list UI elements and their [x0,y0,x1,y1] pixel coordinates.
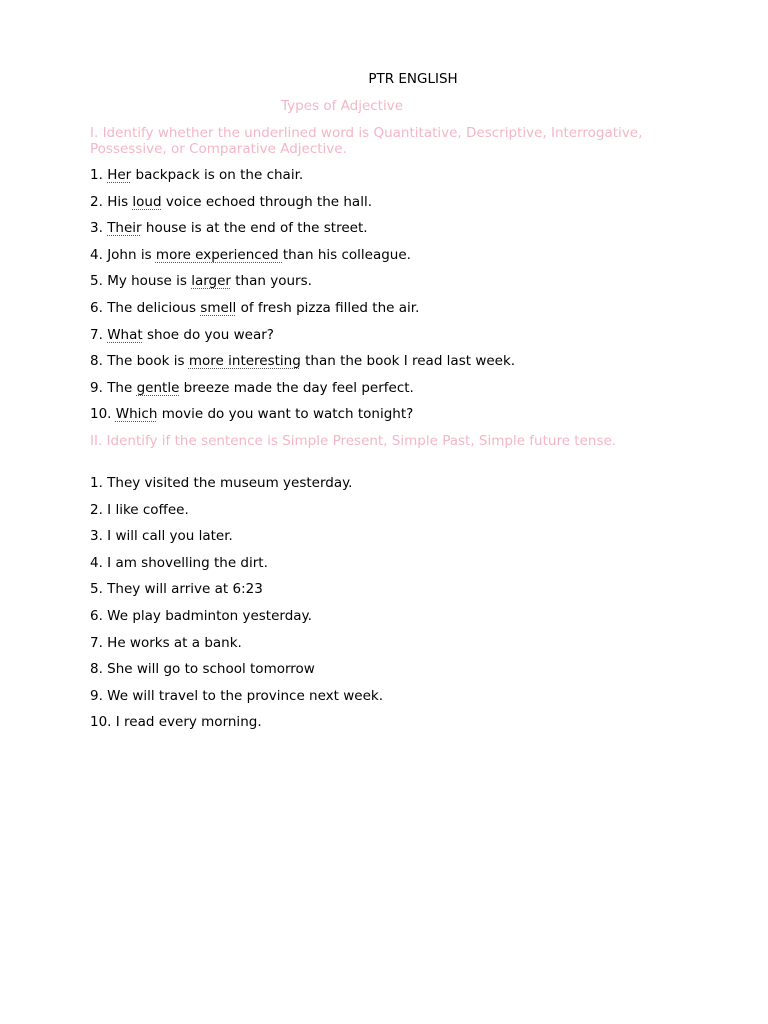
sentence-item: 7. He works at a bank. [90,634,242,651]
question-item [90,272,515,299]
part-1-question-list [90,166,515,432]
question-text-before: My house is [107,273,192,290]
sentence-item: 8. She will go to school tomorrow [90,661,315,678]
question-number: 6. [90,299,103,316]
underlined-word: loud [132,193,162,210]
question-item [90,352,515,379]
question-text-after: of fresh pizza filled the air. [236,299,420,316]
sentence-item: 4. I am shovelling the dirt. [90,554,268,571]
question-text-after: backpack is on the chair. [131,167,304,183]
question-text-before: The delicious [107,299,201,316]
document-title: PTR ENGLISH [368,71,458,87]
question-text-before: John is [107,246,156,263]
question-number: 1. [90,167,103,183]
question-text-before: The book is [107,353,189,370]
question-item [90,193,515,220]
sentence-item: 5. They will arrive at 6:23 [90,581,263,598]
question-item [90,299,515,326]
question-text-after: than yours. [230,273,312,290]
question-text-before: His [107,193,133,210]
underlined-word: Which [115,406,158,423]
question-text-after: movie do you want to watch tonight? [157,406,414,423]
question-text-after: shoe do you wear? [142,326,274,343]
part-2-instruction: II. Identify if the sentence is Simple Present, Simple Past, Simple future tense. [90,433,617,449]
underlined-word: more experienced [155,246,283,263]
question-text-after: breeze made the day feel perfect. [179,379,414,396]
sentence-item: 1. They visited the museum yesterday. [90,475,353,491]
underlined-word: larger [191,273,231,290]
question-number: 2. [90,193,103,210]
underlined-word: What [107,326,143,343]
question-number: 8. [90,353,103,370]
question-item [90,405,515,432]
question-number: 3. [90,220,103,237]
question-item [90,326,515,353]
sentence-item: 2. I like coffee. [90,501,189,518]
question-text-after: voice echoed through the hall. [161,193,372,210]
sentence-item: 6. We play badminton yesterday. [90,607,312,624]
question-text-after: than the book I read last week. [300,353,516,370]
document-subtitle: Types of Adjective [281,98,404,114]
question-item [90,166,515,193]
question-number: 4. [90,246,103,263]
question-item [90,246,515,273]
question-number: 10. [90,406,112,423]
sentence-item: 9. We will travel to the province next week. [90,687,384,704]
question-number: 7. [90,326,103,343]
underlined-word: more interesting [188,353,301,370]
question-text-before: The [107,379,137,396]
question-number: 9. [90,379,103,396]
question-text-after: than his colleague. [282,246,411,263]
sentence-item: 3. I will call you later. [90,528,233,545]
question-item [90,219,515,246]
question-item [90,379,515,406]
sentence-item: 10. I read every morning. [90,714,262,731]
question-text-after: house is at the end of the street. [141,220,368,237]
part-2-question-list [90,474,383,740]
part-1-instruction: I. Identify whether the underlined word is Quantitative, Descriptive, Interrogative, Possessive, or Comparative Adjective. [90,125,643,157]
underlined-word: Their [107,220,142,237]
question-number: 5. [90,273,103,290]
underlined-word: smell [200,299,237,316]
underlined-word: Her [107,167,132,183]
underlined-word: gentle [136,379,180,396]
